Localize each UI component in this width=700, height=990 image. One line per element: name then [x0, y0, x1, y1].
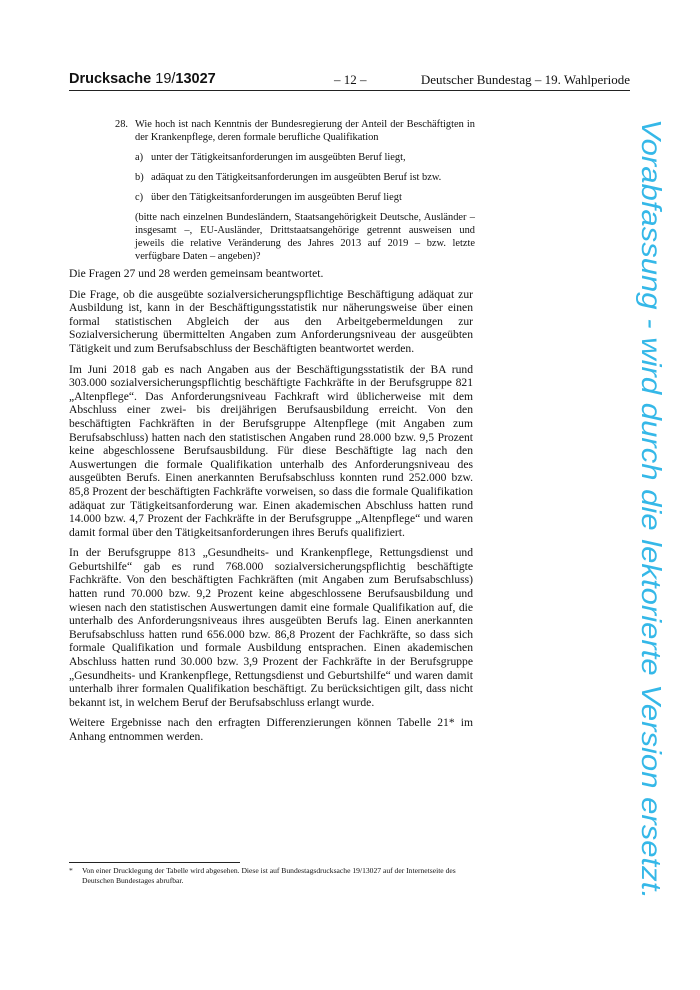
answer-text [69, 267, 473, 751]
question-item-text: über den Tätigkeitsanforderungen im ausgeübten Beruf liegt [151, 192, 402, 203]
watermark-svg [580, 115, 700, 905]
footnote-divider [69, 862, 240, 863]
question-block [115, 118, 475, 263]
document-number: Drucksache 19/13027 [69, 71, 216, 87]
question-note: (bitte nach einzelnen Bundesländern, Staatsangehörigkeit Deutsche, Ausländer – insgesamt –, EU-Ausländer, Drittstaatsangehörige getrennt ausweisen und jeweils die relative Veränderung des Jahres 2013 auf 2019 – bzw. letzte verfügbare Daten – angeben)? [135, 212, 475, 262]
draft-watermark [580, 115, 700, 905]
footnote [69, 866, 473, 886]
answer-paragraph: Die Fragen 27 und 28 werden gemeinsam beantwortet. [69, 267, 324, 280]
question-item-label: b) [135, 172, 144, 183]
question-item [135, 171, 475, 184]
footnote-marker: * [69, 866, 73, 875]
answer-paragraph: Weitere Ergebnisse nach den erfragten Differenzierungen können Tabelle 21* im Anhang entnommen werden. [69, 716, 473, 743]
question-item-text: adäquat zu den Tätigkeitsanforderungen im ausgeübten Beruf ist bzw. [151, 172, 442, 183]
answer-paragraph: Im Juni 2018 gab es nach Angaben aus der Beschäftigungsstatistik der BA rund 303.000 sozialversicherungspflichtig beschäftigte Fachkräfte in der Berufsgruppe 821 „Altenpflege“. Das Anforderungsniveau Fachkraft wird üblicherweise mit dem Abschluss einer zwei- bis dreijährigen Berufsausbildung erreicht. Von den beschäftigten Fachkräften in der Berufsgruppe Altenpflege (mit Angaben zum Berufsabschluss) hatten nach den statistischen Angaben rund 28.000 bzw. 9,5 Prozent keine abgeschlossene Berufsausbildung. Für diese Beschäftigte lag nach den Auswertungen die formale Qualifikation unterhalb des Anforderungsniveau des ausgeübten Berufs. Einen anerkannten Berufsabschluss konnten rund 252.000 bzw. 85,8 Prozent der beschäftigten Fachkräfte vorweisen, so dass die formale Qualifikation adäquat zur Tätigkeitsanforderung war. Einen akademischen Abschluss hatten rund 14.000 bzw. 4,7 Prozent der Fachkräfte in der Berufsgruppe „Altenpflege“ und waren damit formal über den Tätigkeitsanforderungen ihres Berufs qualifiziert. [69, 362, 473, 539]
question-item-label: c) [135, 192, 144, 203]
question-item [135, 151, 475, 164]
question-text: Wie hoch ist nach Kenntnis der Bundesregierung der Anteil der Beschäftigten in der Krankenpflege, deren formale berufliche Qualifikation [135, 119, 475, 143]
page-header [69, 70, 630, 91]
question-item [135, 191, 475, 204]
parliament-label: Deutscher Bundestag – 19. Wahlperiode [420, 72, 630, 87]
question-item-label: a) [135, 152, 144, 163]
page-number: – 12 – [334, 72, 367, 87]
question-number: 28. [115, 119, 128, 130]
watermark-text: Vorabfassung - wird durch die lektorierte Version ersetzt. [636, 119, 667, 810]
footnote-text: Von einer Drucklegung der Tabelle wird abgesehen. Diese ist auf Bundestagsdrucksache 19/13027 auf der Internetseite des Deutschen Bundestages abrufbar. [82, 866, 456, 885]
question-item-text: unter der Tätigkeitsanforderungen im ausgeübten Beruf liegt, [151, 152, 406, 163]
answer-paragraph: In der Berufsgruppe 813 „Gesundheits- und Krankenpflege, Rettungsdienst und Geburtshilfe“ gab es rund 768.000 sozialversicherungspflichtig beschäftigte Fachkräfte. Von den beschäftigten Fachkräften (mit Angaben zum Berufsabschluss) hatten rund 70.000 bzw. 9,2 Prozent keine abgeschlossene Berufsausbildung und wiesen nach den statistischen Auswertungen damit eine formale Qualifikation auf, die unterhalb des Anforderungsniveaus ihres ausgeübten Berufs lag. Einen anerkannten Berufsabschluss hatten rund 656.000 bzw. 86,8 Prozent der Fachkräfte, so dass sich formale Qualifikation und formale Ausbildung entsprachen. Einen akademischen Abschluss hatten rund 30.000 bzw. 3,9 Prozent der Fachkräfte in der Berufsgruppe „Gesundheits- und Krankenpflege, Rettungsdienst und Geburtshilfe“ und waren damit unterhalb ihrer formalen Qualifikation beschäftigt. Zu berücksichtigen gilt, dass nicht bekannt ist, in welchem Beruf der Berufsabschluss erlangt wurde. [69, 546, 473, 709]
answer-paragraph: Die Frage, ob die ausgeübte sozialversicherungspflichtige Beschäftigung adäquat zur Ausbildung ist, kann in der Beschäftigungsstatistik nur näherungsweise über einen formal statistischen Abgleich der aus den Arbeitgebermeldungen zur Sozialversicherung übermittelten Angaben zum Anforderungsniveau der ausgeübten Tätigkeit und zum Berufsabschluss der Beschäftigten beantwortet werden. [69, 287, 473, 355]
